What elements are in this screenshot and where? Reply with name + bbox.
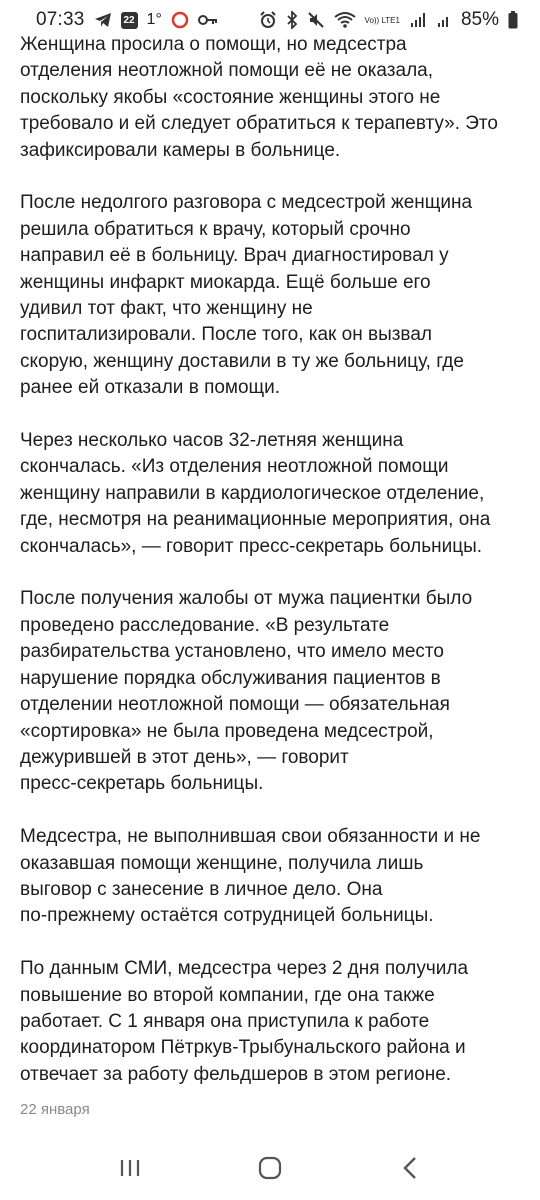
article-paragraph: После получения жалобы от мужа пациентки было проведено расследование. «В результате разбирательства установлено, что имело место нарушение порядка обслуживания пациентов в отделении неотложной помощи — обязательная «сортировка» не была проведена медсестрой, дежурившей в этот день», — говорит пресс-секретарь больницы. [20, 588, 473, 795]
signal-icon-2 [436, 10, 452, 30]
battery-percent: 85% [460, 9, 499, 30]
home-icon [258, 1156, 282, 1185]
article-paragraph: После недолгого разговора с медсестрой женщина решила обратиться к врачу, который срочно направил её в больницу. Врач диагностировал у женщины инфаркт миокарда. Ещё больше его удивил тот факт, что женщину не госпитализировали. После того, как он вызвал скорую, женщину доставили в ту же больницу, где ранее ей отказали в помощи. [20, 192, 473, 399]
status-left [36, 9, 218, 31]
mute-icon [307, 10, 325, 30]
back-button[interactable] [380, 1150, 440, 1190]
circle-icon [171, 10, 189, 30]
alarm-icon [259, 10, 277, 30]
article-paragraph: По данным СМИ, медсестра через 2 дня получила повышение во второй компании, где она также работает. С 1 января она приступила к работе координатором Пётркув-Трыбунальского района и отвечает за работу фельдшеров в этом регионе. [20, 958, 469, 1085]
status-time: 07:33 [36, 9, 85, 30]
calendar-icon: 22 [121, 12, 138, 29]
status-right [259, 9, 518, 31]
bluetooth-icon [286, 10, 298, 30]
article-date: 22 января [20, 1101, 90, 1118]
wifi-icon [334, 10, 356, 30]
key-icon [198, 10, 218, 30]
lte-label: Vo)) LTE1 [364, 15, 400, 25]
article-paragraph: Женщина просила о помощи, но медсестра отделения неотложной помощи её не оказала, поскольку якобы «состояние женщины этого не требовало и ей следует обратиться к терапевту». Это зафиксировали камеры в больнице. [20, 34, 498, 161]
battery-icon [508, 10, 518, 30]
signal-icon [409, 10, 427, 30]
home-button[interactable] [240, 1150, 300, 1190]
article-paragraph: Через несколько часов 32-летняя женщина скончалась. «Из отделения неотложной помощи женщину направили в кардиологическое отделение, где, несмотря на реанимационные мероприятия, она скончалась», — говорит пресс-секретарь больницы. [20, 430, 491, 557]
recents-button[interactable] [100, 1150, 160, 1190]
telegram-icon [94, 10, 112, 30]
article-body [20, 32, 525, 1115]
article-paragraph: Медсестра, не выполнившая свои обязанности и не оказавшая помощи женщине, получила лишь выговор с занесение в личное дело. Она по-прежнему остаётся сотрудницей больницы. [20, 826, 481, 927]
navigation-bar [0, 1140, 540, 1200]
recents-icon [119, 1158, 141, 1183]
temperature: 1° [146, 11, 162, 28]
back-icon [402, 1156, 418, 1185]
